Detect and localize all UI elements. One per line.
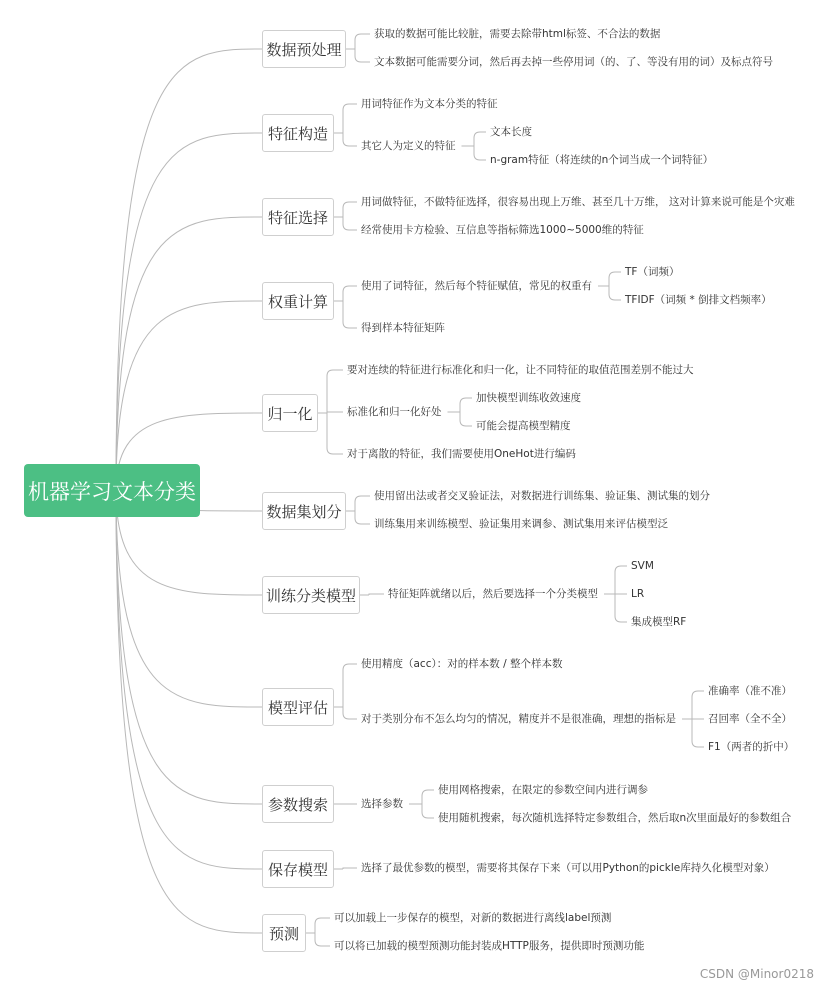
leaf-node: 使用网格搜索，在限定的参数空间内进行调参 — [438, 784, 648, 796]
connector-line — [460, 420, 472, 426]
connector-line — [343, 664, 357, 670]
connector-line — [343, 713, 357, 719]
child-node: 经常使用卡方检验、互信息等指标筛选1000~5000维的特征 — [361, 224, 644, 236]
connector-line — [615, 566, 627, 572]
connector-line — [474, 154, 486, 160]
connector-line — [369, 594, 384, 595]
branch-node: 权重计算 — [262, 282, 334, 320]
leaf-node: n-gram特征（将连续的n个词当成一个词特征） — [490, 154, 714, 166]
child-node: 用词特征作为文本分类的特征 — [361, 98, 498, 110]
leaf-node: 加快模型训练收敛速度 — [476, 392, 581, 404]
connector-line — [422, 812, 434, 818]
leaf-node: 准确率（准不准） — [708, 685, 792, 697]
child-node: 用词做特征，不做特征选择，很容易出现上万维、甚至几十万维， 这对计算来说可能是个灾难 — [361, 196, 795, 208]
connector-line — [343, 202, 357, 208]
branch-node: 数据预处理 — [262, 30, 346, 68]
leaf-node: TF（词频） — [625, 266, 680, 278]
child-node: 特征矩阵就绪以后，然后要选择一个分类模型 — [388, 588, 598, 600]
connector-line — [116, 217, 262, 491]
branch-node: 预测 — [262, 914, 306, 952]
branch-node: 保存模型 — [262, 850, 334, 888]
child-node: 对于离散的特征，我们需要使用OneHot进行编码 — [347, 448, 576, 460]
watermark: CSDN @Minor0218 — [699, 967, 814, 981]
child-node: 文本数据可能需要分词，然后再去掉一些停用词（的、了、等没有用的词）及标点符号 — [374, 56, 773, 68]
child-node: 标准化和归一化好处 — [347, 406, 442, 418]
connector-line — [692, 741, 704, 747]
root-node: 机器学习文本分类 — [24, 464, 200, 517]
branch-node: 特征构造 — [262, 114, 334, 152]
connector-line — [343, 322, 357, 328]
connector-line — [343, 224, 357, 230]
connector-line — [343, 140, 357, 146]
child-node: 可以将已加载的模型预测功能封装成HTTP服务，提供即时预测功能 — [334, 940, 645, 952]
child-node: 获取的数据可能比较脏，需要去除带html标签、不合法的数据 — [374, 28, 661, 40]
child-node: 可以加载上一步保存的模型，对新的数据进行离线label预测 — [334, 912, 612, 924]
leaf-node: F1（两者的折中） — [708, 741, 795, 753]
branch-node: 特征选择 — [262, 198, 334, 236]
connector-line — [355, 56, 370, 62]
child-node: 其它人为定义的特征 — [361, 140, 456, 152]
connector-line — [355, 518, 370, 524]
child-node: 选择参数 — [361, 798, 403, 810]
connector-line — [692, 691, 704, 697]
connector-line — [116, 491, 262, 708]
connector-line — [315, 918, 330, 924]
leaf-node: 使用随机搜索，每次随机选择特定参数组合，然后取n次里面最好的参数组合 — [438, 812, 792, 824]
connector-line — [116, 301, 262, 491]
child-node: 训练集用来训练模型、验证集用来调参、测试集用来评估模型泛 — [374, 518, 668, 530]
connector-line — [474, 132, 486, 138]
child-node: 得到样本特征矩阵 — [361, 322, 445, 334]
connector-line — [327, 448, 343, 454]
branch-node: 训练分类模型 — [262, 576, 360, 614]
connector-line — [315, 940, 330, 946]
leaf-node: 召回率（全不全） — [708, 713, 792, 725]
connector-line — [116, 49, 262, 491]
connector-line — [116, 491, 262, 934]
leaf-node: 文本长度 — [490, 126, 532, 138]
child-node: 使用留出法或者交叉验证法，对数据进行训练集、验证集、测试集的划分 — [374, 490, 710, 502]
connector-line — [343, 868, 357, 869]
branch-node: 数据集划分 — [262, 492, 346, 530]
connector-line — [609, 294, 621, 300]
child-node: 要对连续的特征进行标准化和归一化，让不同特征的取值范围差别不能过大 — [347, 364, 694, 376]
connector-line — [615, 616, 627, 622]
connector-line — [116, 491, 262, 805]
connector-line — [116, 133, 262, 491]
branch-node: 归一化 — [262, 394, 318, 432]
connector-line — [343, 104, 357, 110]
child-node: 对于类别分布不怎么均匀的情况，精度并不是很准确，理想的指标是 — [361, 713, 676, 725]
leaf-node: LR — [631, 588, 645, 600]
connector-line — [355, 34, 370, 40]
child-node: 使用精度（acc）：对的样本数 / 整个样本数 — [361, 658, 563, 670]
connector-line — [343, 286, 357, 292]
connector-line — [116, 491, 262, 870]
connector-line — [609, 272, 621, 278]
leaf-node: TFIDF（词频 * 倒排文档频率） — [625, 294, 772, 306]
leaf-node: SVM — [631, 560, 654, 572]
leaf-node: 集成模型RF — [631, 616, 687, 628]
branch-node: 模型评估 — [262, 688, 334, 726]
leaf-node: 可能会提高模型精度 — [476, 420, 571, 432]
connector-line — [327, 370, 343, 376]
connector-line — [422, 790, 434, 796]
connector-line — [460, 398, 472, 404]
child-node: 使用了词特征，然后每个特征赋值，常见的权重有 — [361, 280, 592, 292]
branch-node: 参数搜索 — [262, 785, 334, 823]
child-node: 选择了最优参数的模型，需要将其保存下来（可以用Python的pickle库持久化模型对象） — [361, 862, 775, 874]
connector-line — [355, 496, 370, 502]
